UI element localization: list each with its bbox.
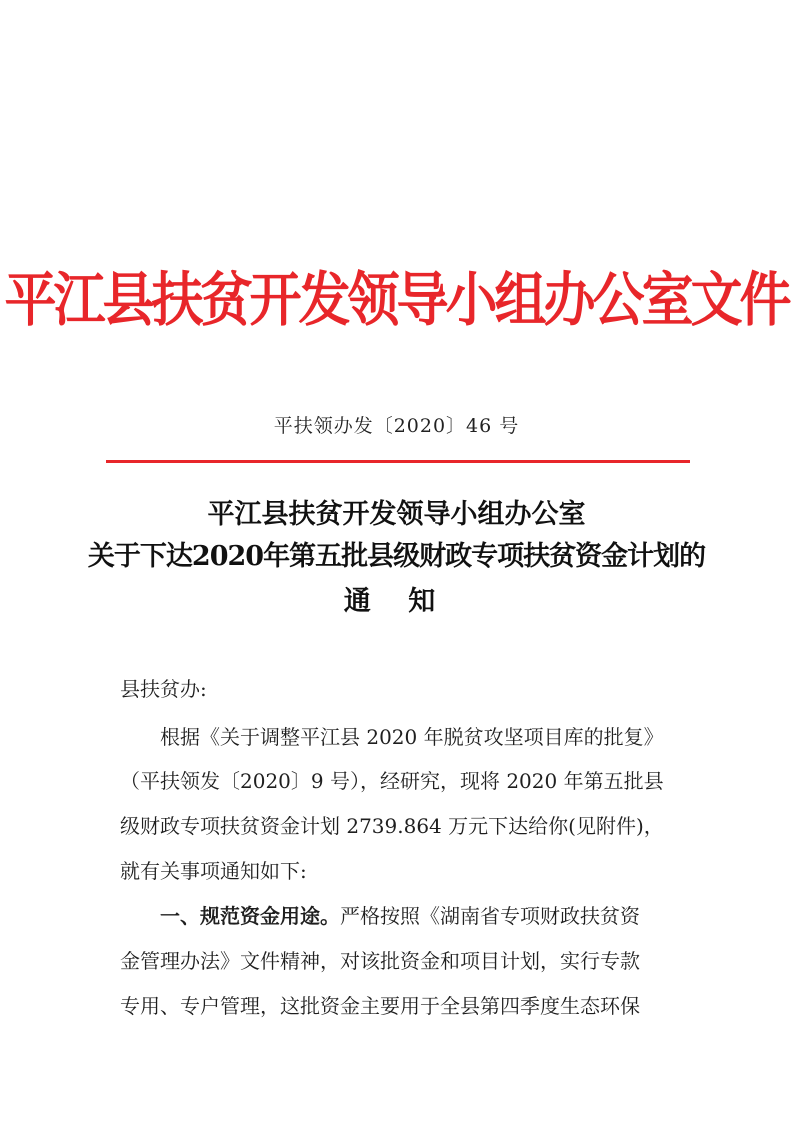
body-line: 级财政专项扶贫资金计划 2739.864 万元下达给你(见附件)，	[120, 814, 664, 838]
body-line: 根据《关于调整平江县 2020 年脱贫攻坚项目库的批复》	[160, 725, 664, 749]
addressee: 县扶贫办:	[120, 677, 207, 701]
title-line-1: 平江县扶贫开发领导小组办公室	[207, 499, 586, 530]
body-text-span: 严格按照《湖南省专项财政扶贫资	[340, 904, 640, 928]
body-line: 专用、专户管理，这批资金主要用于全县第四季度生态环保	[120, 994, 640, 1018]
document-masthead: 平江县扶贫开发领导小组办公室文件	[4, 266, 789, 335]
section-heading: 一、规范资金用途。	[160, 904, 340, 928]
body-line: 金管理办法》文件精神，对该批资金和项目计划，实行专款	[120, 949, 640, 973]
title-line-3: 通 知	[343, 586, 450, 617]
title-line-2: 关于下达2020年第五批县级财政专项扶贫资金计划的	[87, 541, 706, 572]
body-line: （平扶领发〔2020〕9 号），经研究，现将 2020 年第五批县	[120, 769, 664, 793]
red-divider-line	[106, 460, 690, 463]
document-number: 平扶领办发〔2020〕46 号	[273, 415, 520, 437]
section-heading-line	[160, 901, 720, 931]
body-line: 就有关事项通知如下:	[120, 859, 307, 883]
